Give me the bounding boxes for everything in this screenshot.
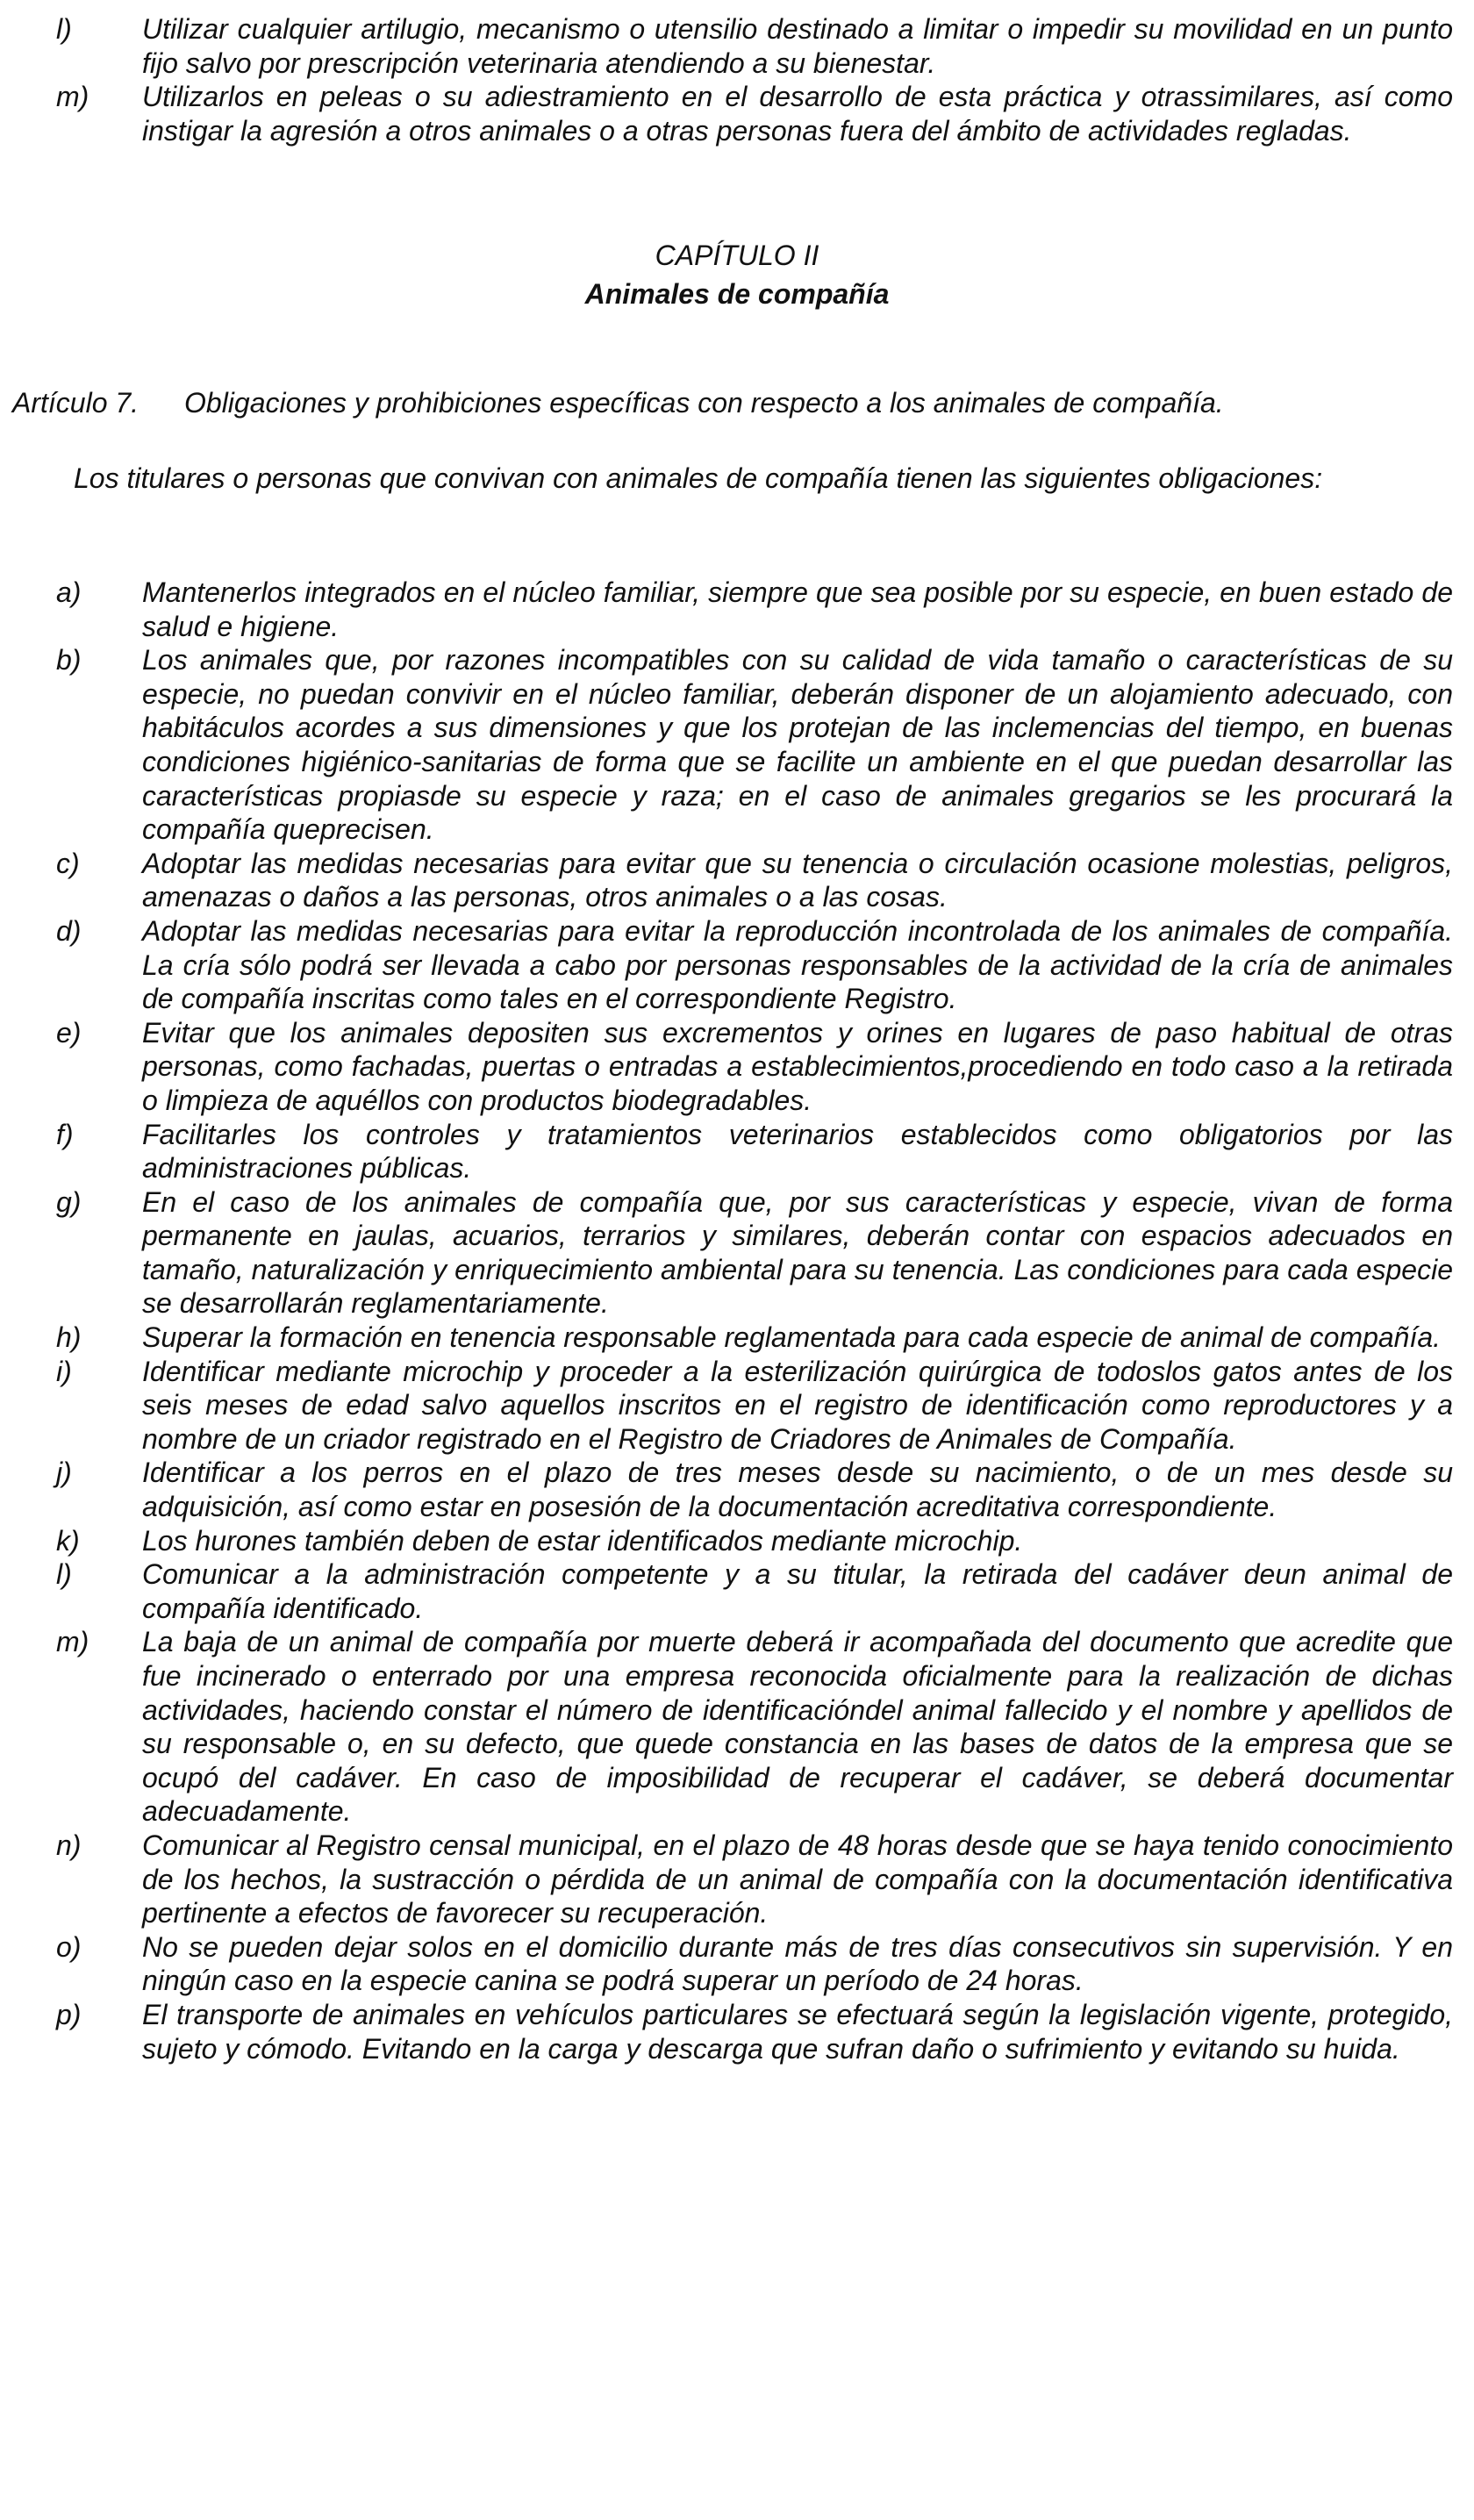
item-letter: e) — [56, 1016, 82, 1049]
item-letter: d) — [56, 914, 82, 947]
list-item — [0, 1118, 1474, 1185]
intro-paragraph: Los titulares o personas que convivan con animales de compañía tienen las siguientes obligaciones: — [74, 462, 1323, 494]
list-item — [0, 1998, 1474, 2065]
item-letter: p) — [56, 1998, 82, 2030]
chapter-title: Animales de compañía — [584, 278, 890, 310]
obligations-list — [0, 576, 1474, 2065]
item-text: Evitar que los animales depositen sus excrementos y orines en lugares de paso habitual de otras personas, como fachadas, puertas o entradas a establecimientos,procediendo en todo caso a la retirada o limpieza de aquéllos con productos biodegradables. — [142, 1016, 1453, 1116]
item-letter: o) — [56, 1930, 82, 1963]
item-letter: g) — [56, 1185, 82, 1218]
item-text: El transporte de animales en vehículos particulares se efectuará según la legislación vigente, protegido, sujeto y cómodo. Evitando en la carga y descarga que sufran daño o sufrimiento y evitando su huida. — [142, 1998, 1453, 2065]
list-item — [0, 1355, 1474, 1457]
list-item — [0, 1524, 1474, 1558]
list-item — [0, 1185, 1474, 1321]
item-letter: j) — [56, 1457, 72, 1489]
list-item — [0, 1625, 1474, 1829]
item-letter: f) — [56, 1118, 74, 1150]
chapter-number: CAPÍTULO II — [655, 240, 819, 271]
article-number: Artículo 7. — [12, 387, 140, 419]
item-letter: n) — [56, 1829, 82, 1861]
item-text: Superar la formación en tenencia responsable reglamentada para cada especie de animal de compañía. — [142, 1321, 1442, 1354]
item-letter: a) — [56, 576, 82, 608]
item-letter: m) — [56, 1626, 89, 1658]
item-text: Comunicar a la administración competente y a su titular, la retirada del cadáver deun animal de compañía identificado. — [142, 1558, 1453, 1624]
article-title: Obligaciones y prohibiciones específicas con respecto a los animales de compañía. — [184, 387, 1224, 419]
list-item — [0, 1557, 1474, 1625]
item-text: Adoptar las medidas necesarias para evitar que su tenencia o circulación ocasione molestias, peligros, amenazas o daños a las personas, otros animales o a las cosas. — [142, 847, 1453, 913]
list-item — [0, 1456, 1474, 1523]
item-text: En el caso de los animales de compañía que, por sus características y especie, vivan de forma permanente en jaulas, acuarios, terrarios y similares, deberán contar con espacios adecuados en tamaño, naturalización y enriquecimiento ambiental para su tenencia. Las condiciones para cada especie se desarrollarán reglamentariamente. — [142, 1185, 1453, 1320]
list-item — [0, 643, 1474, 847]
article-heading — [12, 386, 1460, 420]
item-text: Facilitarles los controles y tratamientos veterinarios establecidos como obligatorios por las administraciones públicas. — [142, 1118, 1453, 1185]
list-item — [0, 1930, 1474, 1998]
list-item — [0, 914, 1474, 1016]
list-item — [0, 80, 1474, 147]
item-text: Los hurones también deben de estar identificados mediante microchip. — [142, 1524, 1023, 1557]
item-text: Los animales que, por razones incompatibles con su calidad de vida tamaño o características de su especie, no puedan convivir en el núcleo familiar, deberán disponer de un alojamiento adecuado, con habitáculos acordes a sus dimensiones y que los protejan de las inclemencias del tiempo, en buenas condiciones higiénico-sanitarias de forma que se facilite un ambiente en el que puedan desarrollar las características propiasde su especie y raza; en el caso de animales gregarios se les procurará la compañía queprecisen. — [142, 644, 1453, 846]
list-item — [0, 576, 1474, 643]
item-letter: h) — [56, 1321, 82, 1354]
item-letter: c) — [56, 847, 80, 879]
item-letter: l) — [56, 1558, 72, 1591]
item-letter: l) — [56, 13, 72, 45]
item-text: Comunicar al Registro censal municipal, en el plazo de 48 horas desde que se haya tenido conocimiento de los hechos, la sustracción o pérdida de un animal de compañía con la documentación identificativa pertinente a efectos de favorecer su recuperación. — [142, 1829, 1453, 1929]
item-text: La baja de un animal de compañía por muerte deberá ir acompañada del documento que acredite que fue incinerado o enterrado por una empresa reconocida oficialmente para la realización de dichas actividades, haciendo constar el número de identificacióndel animal fallecido y el nombre y apellidos de su responsable o, en su defecto, que quede constancia en las bases de datos de la empresa que se ocupó del cadáver. En caso de imposibilidad de recuperar el cadáver, se deberá documentar adecuadamente. — [142, 1626, 1453, 1828]
item-text: Utilizarlos en peleas o su adiestramiento en el desarrollo de esta práctica y otrassimilares, así como instigar la agresión a otros animales o a otras personas fuera del ámbito de actividades regladas. — [142, 81, 1453, 147]
list-item — [0, 12, 1474, 80]
previous-items-list — [0, 12, 1474, 147]
item-text: Identificar mediante microchip y proceder a la esterilización quirúrgica de todoslos gatos antes de los seis meses de edad salvo aquellos inscritos en el registro de identificación como reproductores y a nombre de un criador registrado en el Registro de Criadores de Animales de Compañía. — [142, 1355, 1453, 1455]
item-text: No se pueden dejar solos en el domicilio durante más de tres días consecutivos sin supervisión. Y en ningún caso en la especie canina se podrá superar un período de 24 horas. — [142, 1930, 1453, 1997]
item-letter: b) — [56, 644, 82, 677]
list-item — [0, 847, 1474, 914]
item-text: Adoptar las medidas necesarias para evitar la reproducción incontrolada de los animales de compañía. La cría sólo podrá ser llevada a cabo por personas responsables de la actividad de la cría de animales de compañía inscritas como tales en el correspondiente Registro. — [142, 914, 1453, 1015]
item-text: Mantenerlos integrados en el núcleo familiar, siempre que sea posible por su especie, en buen estado de salud e higiene. — [142, 576, 1453, 642]
list-item — [0, 1829, 1474, 1930]
item-letter: i) — [56, 1355, 72, 1387]
item-text: Utilizar cualquier artilugio, mecanismo o utensilio destinado a limitar o impedir su movilidad en un punto fijo salvo por prescripción veterinaria atendiendo a su bienestar. — [142, 13, 1453, 79]
item-letter: k) — [56, 1524, 80, 1557]
list-item — [0, 1321, 1474, 1355]
list-item — [0, 1016, 1474, 1118]
item-text: Identificar a los perros en el plazo de tres meses desde su nacimiento, o de un mes desde su adquisición, así como estar en posesión de la documentación acreditativa correspondiente. — [142, 1457, 1453, 1523]
item-letter: m) — [56, 81, 89, 113]
